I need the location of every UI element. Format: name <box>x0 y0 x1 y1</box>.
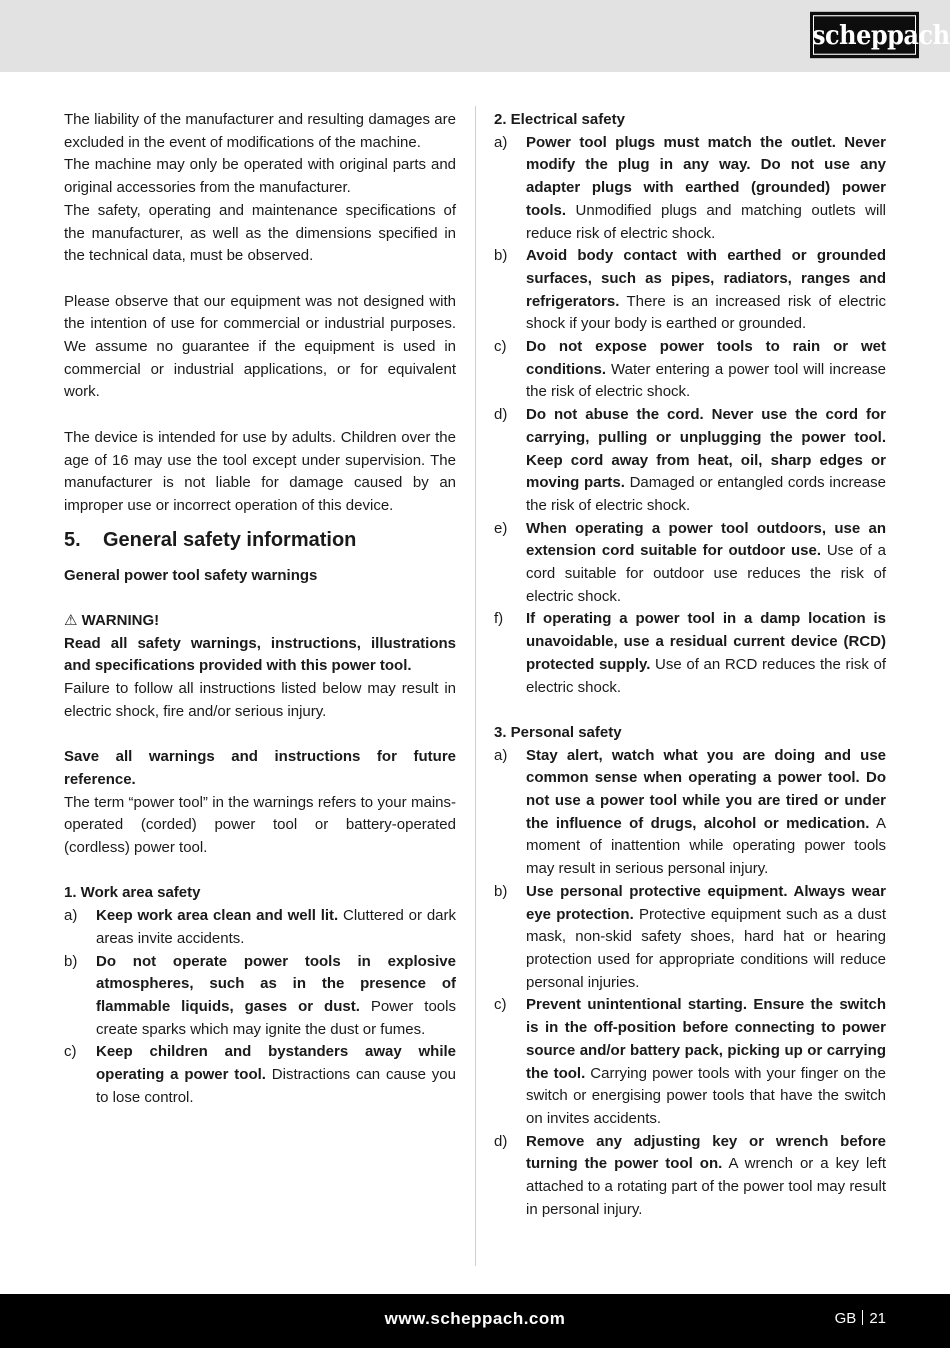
list-item <box>494 336 886 404</box>
list-item-letter: c) <box>494 338 507 356</box>
list-item-bold: Use personal protective equipment. Always wear eye protection. <box>526 882 886 923</box>
column-divider <box>475 106 476 1266</box>
section-title: General safety information <box>103 528 357 551</box>
list-item-text: There is an increased risk of electric shock if your body is earthed or grounded. <box>526 292 886 333</box>
list-item-bold: Remove any adjusting key or wrench before turning the power tool on. <box>526 1132 886 1173</box>
paragraph-adults: The device is intended for use by adults. Children over the age of 16 may use the tool except under supervision. The manufacturer is not liable for damage caused by an improper use or incorrect operation of this device. <box>64 428 456 514</box>
page-header <box>0 0 950 72</box>
electrical-heading: 2. Electrical safety <box>494 111 625 128</box>
list-item-letter: a) <box>494 746 508 764</box>
list-item <box>494 404 886 518</box>
list-item-bold: Keep children and bystanders away while operating a power tool. <box>96 1043 456 1084</box>
list-item-bold: Power tool plugs must match the outlet. Never modify the plug in any way. Do not use any adapter plugs with earthed (grounded) power tools. <box>526 133 886 219</box>
website-link[interactable]: www.scheppach.com <box>384 1309 566 1328</box>
list-item-letter: d) <box>494 1132 508 1150</box>
list-item-letter: c) <box>64 1043 77 1061</box>
list-item-text: A moment of inattention while operating power tools may result in serious personal injury. <box>526 814 886 878</box>
list-item-text: Protective equipment such as a dust mask, non-skid safety shoes, hard hat or hearing protection used for appropriate conditions will reduce personal injuries. <box>526 905 886 991</box>
page-separator <box>862 1310 863 1325</box>
list-item-bold: Keep work area clean and well lit. <box>96 907 339 925</box>
work-area-list <box>64 905 456 1109</box>
list-item-letter: b) <box>64 952 78 970</box>
paragraph-liability: The liability of the manufacturer and resulting damages are excluded in the event of modifications of the machine. <box>64 111 456 151</box>
list-item-letter: a) <box>494 133 508 151</box>
list-item-text: Distractions can cause you to lose control. <box>96 1066 456 1106</box>
list-item <box>64 905 456 950</box>
paragraph-original-parts: The machine may only be operated with original parts and original accessories from the manufacturer. <box>64 156 456 197</box>
warning-bold-text: Read all safety warnings, instructions, illustrations and specifications provided with this power tool. <box>64 634 456 675</box>
power-tool-term: The term “power tool” in the warnings refers to your mains-operated (corded) power tool or battery-operated (cordless) power tool. <box>64 793 456 857</box>
save-instructions: Save all warnings and instructions for future reference. <box>64 748 456 788</box>
personal-heading: 3. Personal safety <box>494 723 622 741</box>
list-item-bold: Do not abuse the cord. Never use the cord for carrying, pulling or unplugging the power tool. Keep cord away from heat, oil, sharp edges or moving parts. <box>526 406 886 492</box>
list-item <box>494 994 886 1130</box>
warning-label: WARNING! <box>81 612 160 630</box>
list-item-text: Cluttered or dark areas invite accidents. <box>96 907 456 947</box>
personal-list <box>494 745 886 1222</box>
list-item-bold: When operating a power tool outdoors, use an extension cord suitable for outdoor use. <box>526 519 886 560</box>
list-item-text: Use of a cord suitable for outdoor use reduces the risk of electric shock. <box>526 542 887 605</box>
list-item-bold: Do not operate power tools in explosive atmospheres, such as in the presence of flammable liquids, gases or dust. <box>96 952 456 1015</box>
list-item-bold: Prevent unintentional starting. Ensure the switch is in the off-position before connecting to power source and/or battery pack, picking up or carrying the tool. <box>526 996 886 1082</box>
warning-heading <box>64 610 456 633</box>
list-item <box>494 518 886 609</box>
page-number <box>835 1294 886 1344</box>
section-heading <box>64 527 456 553</box>
warning-text: Failure to follow all instructions listed below may result in electric shock, fire and/or serious injury. <box>64 680 456 720</box>
page-number-value: 21 <box>869 1310 886 1327</box>
list-item-text: A wrench or a key left attached to a rotating part of the power tool may result in personal injury. <box>526 1155 886 1218</box>
paragraph-specifications: The safety, operating and maintenance specifications of the manufacturer, as well as the dimensions specified in the technical data, must be observed. <box>64 201 456 265</box>
section-number: 5. <box>64 528 81 551</box>
work-area-heading: 1. Work area safety <box>64 884 201 902</box>
list-item-text: Water entering a power tool will increase the risk of electric shock. <box>526 360 886 401</box>
warning-triangle-icon: ⚠ <box>64 612 78 630</box>
language-code: GB <box>834 1310 857 1327</box>
list-item-text: Carrying power tools with your finger on the switch or energising power tools that have the switch on invites accidents. <box>526 1064 886 1127</box>
list-item <box>64 1041 456 1109</box>
list-item-text: Damaged or entangled cords increase the risk of electric shock. <box>526 474 886 514</box>
list-item-bold: If operating a power tool in a damp location is unavoidable, use a residual current device (RCD) protected supply. <box>526 610 886 673</box>
list-item-bold: Avoid body contact with earthed or grounded surfaces, such as pipes, radiators, ranges and refrigerators. <box>526 247 886 310</box>
list-item <box>494 881 886 995</box>
list-item-letter: b) <box>494 247 508 265</box>
list-item-bold: Do not expose power tools to rain or wet conditions. <box>526 338 886 378</box>
brand-logo: scheppach <box>810 12 919 58</box>
list-item-text: Use of an RCD reduces the risk of electric shock. <box>526 655 886 696</box>
list-item-letter: e) <box>494 519 508 537</box>
electrical-list <box>494 132 886 700</box>
list-item-letter: d) <box>494 406 508 424</box>
list-item <box>494 132 886 246</box>
list-item-letter: f) <box>494 610 504 628</box>
right-column <box>494 109 886 1221</box>
list-item <box>494 1131 886 1222</box>
subheading-warnings: General power tool safety warnings <box>64 566 318 584</box>
page-footer <box>0 1294 950 1348</box>
list-item-text: Unmodified plugs and matching outlets will reduce risk of electric shock. <box>526 201 886 242</box>
list-item-letter: b) <box>494 882 508 900</box>
list-item <box>494 608 886 699</box>
list-item-letter: c) <box>494 996 507 1014</box>
list-item <box>64 951 456 1042</box>
list-item-text: Power tools create sparks which may ignite the dust or fumes. <box>96 997 456 1038</box>
list-item <box>494 745 886 881</box>
list-item-letter: a) <box>64 907 78 925</box>
paragraph-commercial-use: Please observe that our equipment was not designed with the intention of use for commercial or industrial purposes. We assume no guarantee if the equipment is used in commercial or industrial applications, or for equivalent work. <box>64 292 456 401</box>
list-item-bold: Stay alert, watch what you are doing and use common sense when operating a power tool. Do not use a power tool while you are tired or under the influence of drugs, alcohol or medication. <box>526 746 886 832</box>
list-item <box>494 245 886 336</box>
left-column <box>64 109 456 1109</box>
